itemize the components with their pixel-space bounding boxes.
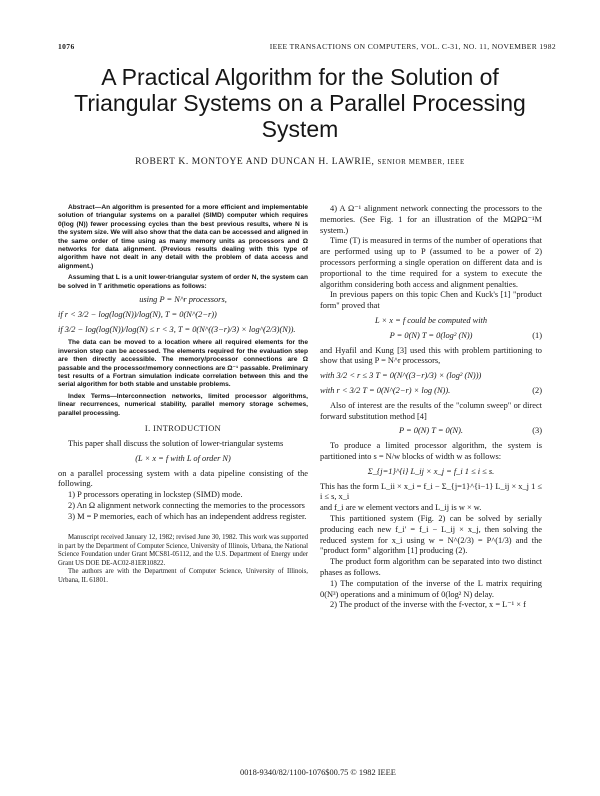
equation-number: (1) [532,330,542,340]
abstract: Abstract—An algorithm is presented for a more efficient and implementable solution of triangular systems on a parallel (SIMD) computer which requires 0(log (N)) fewer processing cycles than the best previous results, where N is the system size. We will also show that the data can be accessed and aligned in the same order of time using as many memory units as processors and Ω networks for data alignment. (Previous results dealing with this type of algorithm have not dealt in any detail with the problem of data access and alignment.) [58,204,308,270]
equation-number: (3) [532,426,542,436]
product-form-paragraph: The product form algorithm can be separated into two distinct phases as follows. [320,557,542,577]
list-item: 4) A Ω⁻¹ alignment network connecting the processors to the memories. (See Fig. 1 for an illustration of the MΩPΩ⁻¹M system.) [320,204,542,235]
authors-line [60,157,540,167]
footnotes [58,534,308,584]
using-processors: using P = N^r processors, [139,295,227,305]
running-header [58,42,556,54]
list-item: 1) P processors operating in lockstep (SIMD) mode. [68,490,243,500]
equation-3 [320,426,542,437]
equation-1 [320,331,542,342]
list-item: 2) The product of the inverse with the f-vector, x = L⁻¹ × f [330,600,526,610]
intro-equation: (L × x = f with L of order N) [135,453,231,463]
paper-title: A Practical Algorithm for the Solution of Triangular Systems on a Parallel Processing System [74,64,526,142]
time-paragraph: Time (T) is measured in terms of the number of operations that are performed using up to P (assumed to be a power of 2) processors performing a single operation on different data and is proportional to the time required for a system to execute the algorithm considering both access and alignment penalties. [320,236,542,289]
author-names: ROBERT K. MONTOYE AND DUNCAN H. LAWRIE, [135,157,375,167]
author-role: SENIOR MEMBER, IEEE [377,158,465,166]
section-heading: I. INTRODUCTION [144,424,222,434]
copyright-line: 0018-9340/82/1100-1076$00.75 © 1982 IEEE [240,768,396,777]
list-item: 1) The computation of the inverse of the L matrix requiring 0(N³) operations and a minimum of 0(log² N) delay. [320,578,542,599]
intro-paragraph: This paper shall discuss the solution of lower-triangular systems [68,438,284,448]
list-item: 2) An Ω alignment network connecting the memories to the processors [68,500,305,510]
condition-2: if 3/2 − log(log(N))/log(N) ≤ r < 3, T = 0(N^((3−r)/3) × log^(2/3)(N)). [58,324,296,334]
page-number: 1076 [58,42,75,51]
condition-1: if r < 3/2 − log(log(N))/log(N), T = 0(N^(2−r)) [58,309,217,319]
intro-paragraph-2: on a parallel processing system with a data pipeline consisting of the following. [58,468,308,489]
partition-paragraph: To produce a limited processor algorithm, the system is partitioned into s = N/w blocks of width w as follows: [320,441,542,461]
equation-number: (2) [532,385,542,395]
right-column [320,204,542,611]
previous-work-paragraph: In previous papers on this topic Chen and Kuck's [1] "product form" proved that [320,290,542,311]
journal-line: IEEE TRANSACTIONS ON COMPUTERS, VOL. C-31, NO. 11, NOVEMBER 1982 [269,42,556,51]
equation-1a: L × x = f could be computed with [374,315,488,325]
index-terms: Index Terms—Interconnection networks, limited processor algorithms, linear recurrences, numerical stability, parallel memory storage schemes, parallel processing. [58,392,308,417]
hyafil-paragraph: and Hyafil and Kung [3] used this with problem partitioning to show that using P = N^r processors, [320,345,542,366]
footnote-manuscript: Manuscript received January 12, 1982; revised June 30, 1982. This work was supported in part by the Department of Computer Science, University of Illinois, Urbana, the National Science Foundation under Grant MCS81-05112, and the U.S. Department of Energy under Grant US DOE DE-AC02-81ER10822. [58,534,308,567]
equation-1-body: P = 0(N) T = 0(log² (N)) [389,330,473,340]
form-paragraph: This has the form L_ii × x_i = f_i − Σ_{j=1}^{i−1} L_ij × x_j 1 ≤ i ≤ s, x_i [320,481,542,502]
list-item: 3) M = P memories, each of which has an independent address register. [68,511,307,521]
data-moved-paragraph: The data can be moved to a location where all required elements for the inversion step can be accessed. The elements required for the evaluation step are then directly accessible. The memory/processor connections are Ω passable and the processor/memory connections are Ω⁻¹ passable. Preliminary test results of a Fortran simulation indicate correlation between this and the serial algorithm for both stable and unstable problems. [58,339,308,389]
equation-3-body: P = 0(N) T = 0(N). [398,426,464,436]
footnote-authors: The authors are with the Department of Computer Science, University of Illinois, Urbana, IL 61801. [58,568,308,584]
assuming-paragraph: Assuming that L is a unit lower-triangular system of order N, the system can be solved in T arithmetic operations as follows: [58,274,308,290]
equation-2-case-1: with 3/2 < r ≤ 3 T = 0(N^((3−r)/3) × (log² (N))) [320,371,482,381]
equation-2 [320,386,542,397]
left-column [58,204,308,585]
form-paragraph-2: and f_i are w element vectors and L_ij is w × w. [320,503,482,513]
also-paragraph: Also of interest are the results of the "column sweep" or direct forward substitution method [4] [320,400,542,421]
equation-2-case-2: with r < 3/2 T = 0(N^(2−r) × log (N)). [320,385,451,395]
partitioned-system-paragraph: This partitioned system (Fig. 2) can be solved by serially producing each new f_i′ = f_i − L_ij × x_j, then solving the reduced system for x_i using w = N^(2/3) = P^(1/3) and the "product form" algorithm [1] producing (2). [320,513,542,556]
sum-equation: Σ_{j=1}^{i} L_ij × x_j = f_i 1 ≤ i ≤ s. [367,466,495,476]
